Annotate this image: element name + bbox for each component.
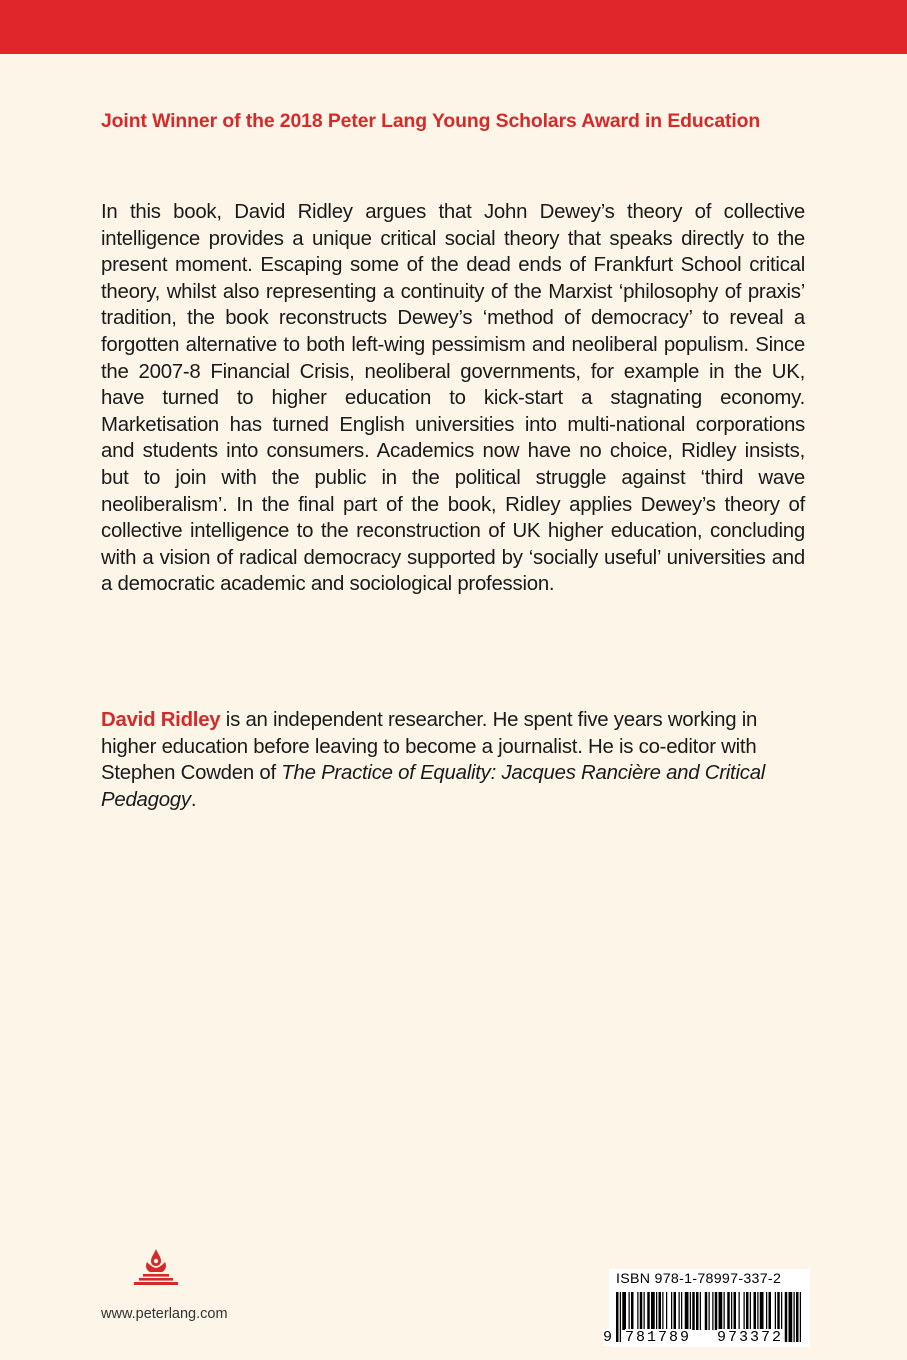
barcode-bar [674, 1292, 677, 1330]
barcode-bar [719, 1292, 723, 1330]
barcode-bar [620, 1292, 621, 1342]
barcode-bar [789, 1292, 793, 1342]
barcode-bar [731, 1292, 732, 1330]
barcode-bar [700, 1292, 701, 1330]
barcode-left-digits: 781789 [625, 1329, 692, 1346]
barcode-bar [651, 1292, 655, 1330]
barcode-bar [622, 1292, 626, 1330]
book-title: The Practice of Equality: Jacques Rancière and Critical Pedagogy [101, 762, 766, 811]
barcode-bar [709, 1292, 710, 1330]
barcode-bar [739, 1292, 740, 1330]
publisher-website[interactable]: www.peterlang.com [101, 1306, 228, 1322]
barcode-bar [696, 1292, 699, 1330]
barcode-bar [727, 1292, 730, 1330]
barcode-bar [662, 1292, 663, 1330]
author-bio [101, 707, 805, 813]
barcode-bar [734, 1292, 737, 1330]
barcode-bar [647, 1292, 650, 1330]
barcode-bar [644, 1292, 645, 1330]
barcode-bar [744, 1292, 745, 1330]
barcode-bar [631, 1292, 634, 1330]
book-description: In this book, David Ridley argues that John Dewey’s theory of collective intelligence provides a unique critical social theory that speaks directly to the present moment. Escaping some of the dead ends of Frankfurt School critical theory, whilst also representing a continuity of the Marxist ‘philosophy of praxis’ tradition, the book reconstructs Dewey’s ‘method of democracy’ to reveal a forgotten alternative to both left-wing pessimism and neoliberal populism. Since the 2007-8 Financial Crisis, neoliberal governments, for example in the UK, have turned to higher education to kick-start a stagnating economy. Marketisation has turned English universities into multi-national corporations and students into consumers. Academics now have no choice, Ridley insists, but to join with the public in the political struggle against ‘third wave neoliberalism’. In the final part of the book, Ridley applies Dewey’s theory of collective intelligence to the reconstruction of UK higher education, concluding with a vision of radical democracy supported by ‘socially useful’ universities and a democratic academic and sociological profession. [101, 201, 805, 596]
peter-lang-flame-logo-icon [131, 1248, 181, 1288]
barcode-bar [659, 1292, 662, 1330]
barcode-bar [616, 1292, 619, 1342]
barcode-bar [679, 1292, 680, 1330]
barcode-bar [794, 1292, 795, 1342]
barcode-bar [640, 1292, 643, 1330]
isbn-label: ISBN 978-1-78997-337-2 [616, 1271, 782, 1287]
barcode-bar [796, 1292, 799, 1342]
barcode-bar [692, 1292, 695, 1330]
barcode-bar [656, 1292, 657, 1330]
barcode-right-digits: 973372 [717, 1329, 784, 1346]
top-red-band [0, 0, 907, 54]
barcode-bar [690, 1292, 691, 1330]
barcode-bar [715, 1292, 718, 1330]
award-heading: Joint Winner of the 2018 Peter Lang Young Scholars Award in Education [101, 110, 761, 132]
barcode-bar [724, 1292, 725, 1330]
barcode-bar [785, 1292, 788, 1342]
barcode-bar [705, 1292, 708, 1330]
barcode-bar [637, 1292, 638, 1330]
barcode-lead-digit: 9 [603, 1329, 615, 1346]
author-bio-end: . [190, 788, 197, 811]
barcode-bar [629, 1292, 630, 1330]
author-bio-text: is an independent researcher. He spent five years working in higher education before leaving to become a journalist. He is co-editor with Stephen Cowden of [101, 709, 758, 785]
barcode-bar [666, 1292, 667, 1330]
barcode-bar [712, 1292, 713, 1330]
author-name: David Ridley [101, 709, 221, 731]
barcode-bar [685, 1292, 689, 1330]
barcode-bar [671, 1292, 672, 1330]
barcode-bar [800, 1292, 801, 1342]
